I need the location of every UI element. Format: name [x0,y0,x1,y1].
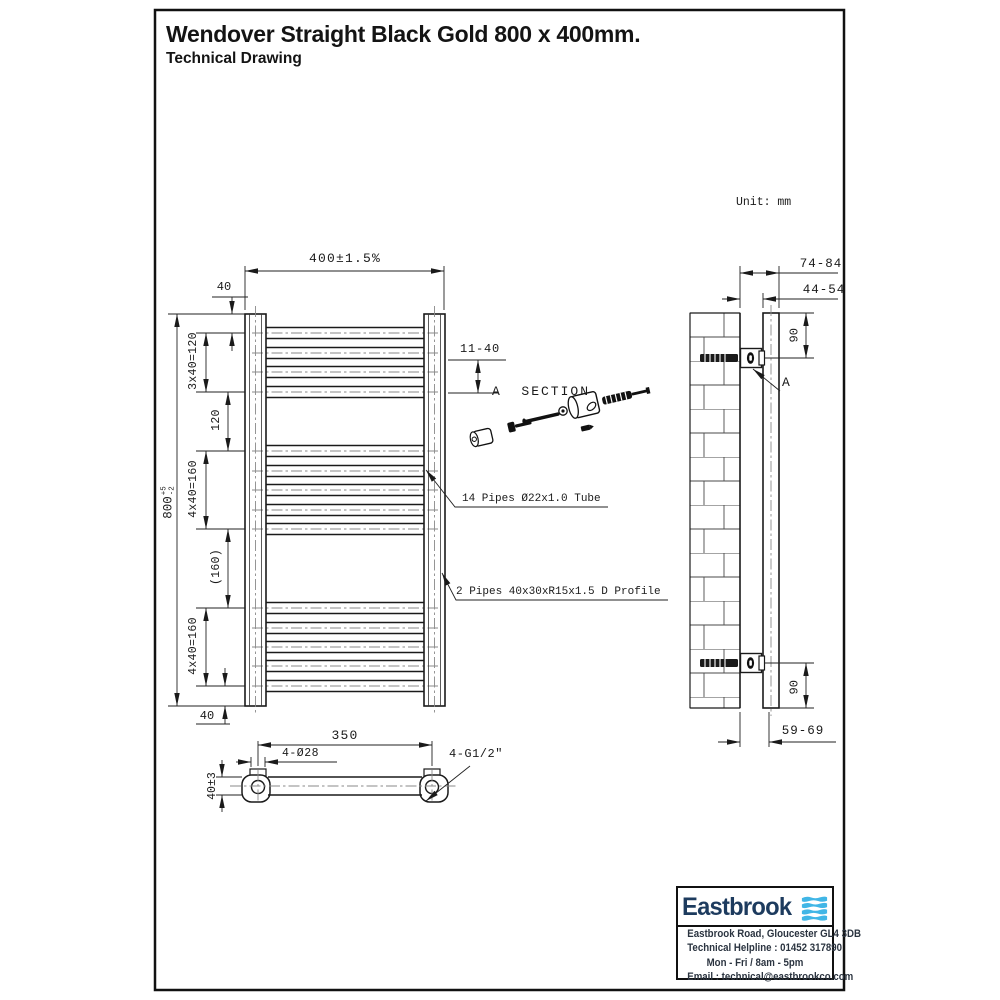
dim-centers: 350 [331,728,359,743]
page-subtitle: Technical Drawing [166,50,302,67]
dim-top-bracket: 90 [787,328,802,343]
dim-top-offset: 40 [216,280,232,294]
dim-overall-height [162,477,177,529]
dim-segment-3: 4x40=160 [186,460,200,518]
brick-wall [690,313,740,708]
dim-pipe-gap: 11-40 [459,342,500,356]
dim-depth: 40±3 [205,772,219,800]
footer-hours: Mon - Fri / 8am - 5pm [706,956,804,969]
side-view [690,266,838,747]
dim-bottom-bracket: 90 [787,680,802,695]
eastbrook-wave-icon [801,895,828,921]
tube-note: 14 Pipes Ø22x1.0 Tube [462,493,601,505]
dim-connections: 4-G1/2″ [449,747,503,761]
footer-helpline: Technical Helpline : 01452 317890 [687,942,843,955]
detail-a-label: A [782,375,790,390]
dim-segment-5: 4x40=160 [186,617,200,675]
dim-bottom-offset: 40 [199,709,215,723]
dim-segment-4: (160) [209,549,223,586]
eastbrook-info-box [676,886,861,984]
dim-segment-1: 3x40=120 [186,332,200,390]
dim-width: 400±1.5% [308,251,381,266]
section-label: A SECTION [492,384,591,399]
unit-note: Unit: mm [736,196,792,209]
dim-holes: 4-Ø28 [282,747,320,760]
brand-name: Eastbrook [682,893,792,921]
profile-note: 2 Pipes 40x30xR15x1.5 D Profile [456,586,661,598]
dim-wall-to-near: 44-54 [802,283,846,297]
dim-wall-to-center: 59-69 [781,724,825,738]
eastbrook-logo [678,888,832,927]
page-title: Wendover Straight Black Gold 800 x 400mm. [166,21,641,47]
dim-wall-to-far: 74-84 [799,257,843,271]
footer-address: Eastbrook Road, Gloucester GL4 3DB [687,928,861,940]
height-tolerance: +5 -2 [160,486,176,496]
height-value: 800 [161,496,176,519]
plan-view [216,741,470,812]
footer-email: Email : technical@eastbrookco.com [687,971,854,984]
dim-segment-2: 120 [209,409,223,431]
